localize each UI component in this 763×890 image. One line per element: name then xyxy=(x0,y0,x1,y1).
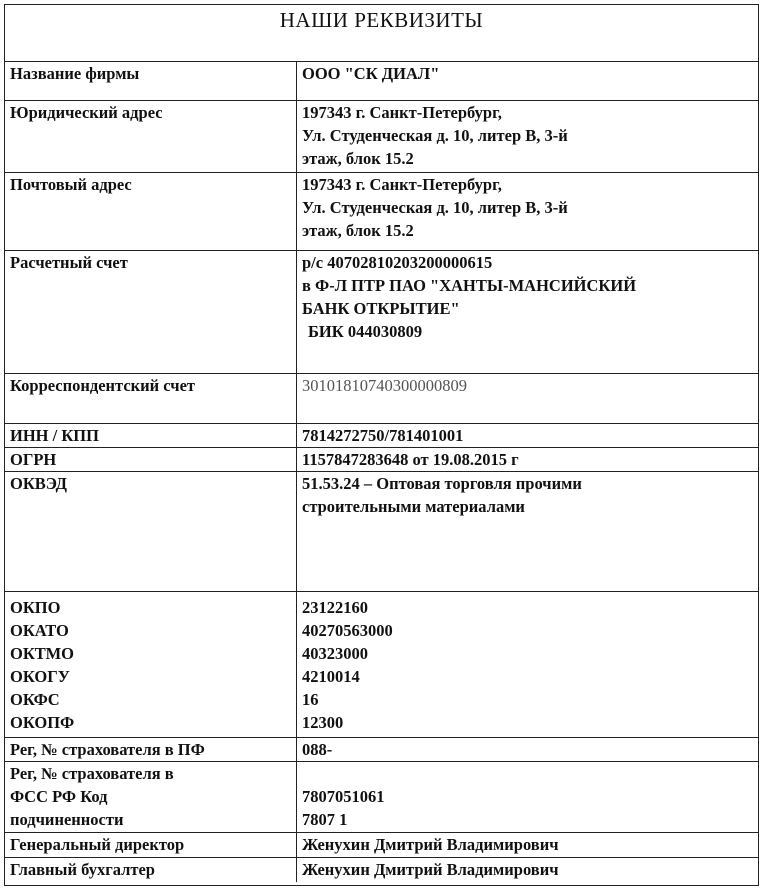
row-label: подчиненности xyxy=(10,809,124,829)
row-value: строительными материалами xyxy=(302,496,525,516)
row-value: 197343 г. Санкт-Петербург, xyxy=(302,102,502,122)
row-value: 30101810740300000809 xyxy=(302,375,467,395)
label-fss-insurer-number xyxy=(5,761,297,832)
row-value: ООО "СК ДИАЛ" xyxy=(302,64,440,83)
row-label: Рег, № страхователя в ПФ xyxy=(10,739,205,759)
row-label: Главный бухгалтер xyxy=(10,859,155,879)
value-settlement-account xyxy=(297,250,759,373)
row-label: Корреспондентский счет xyxy=(10,375,196,395)
label-pf-insurer-number xyxy=(5,737,297,761)
table-row-company-name xyxy=(5,62,758,100)
table-row-general-director xyxy=(5,832,758,857)
row-value: 197343 г. Санкт-Петербург, xyxy=(302,174,502,194)
value-classification-codes xyxy=(297,591,759,737)
row-value: Ул. Студенческая д. 10, литер В, 3-й xyxy=(302,125,568,145)
label-settlement-account xyxy=(5,250,297,373)
row-label: ИНН / КПП xyxy=(10,425,99,445)
row-value: 40323000 xyxy=(302,643,368,663)
label-postal-address xyxy=(5,172,297,250)
row-label: Название фирмы xyxy=(10,64,140,83)
row-label: ОКПО xyxy=(10,597,61,617)
row-value xyxy=(302,762,753,785)
table-row-pf-insurer-number xyxy=(5,737,758,761)
value-company-name xyxy=(297,62,759,100)
row-label: ОКОГУ xyxy=(10,666,70,686)
requisites-table xyxy=(5,62,758,882)
row-value: 7807 1 xyxy=(302,809,348,829)
row-value: 40270563000 xyxy=(302,620,393,640)
row-label: ОКТМО xyxy=(10,643,74,663)
label-classification-codes xyxy=(5,591,297,737)
value-inn-kpp xyxy=(297,423,759,447)
label-inn-kpp xyxy=(5,423,297,447)
label-okved xyxy=(5,471,297,591)
label-company-name xyxy=(5,62,297,100)
table-row-ogrn xyxy=(5,447,758,471)
row-label: ОКОПФ xyxy=(10,712,75,732)
row-label: Почтовый адрес xyxy=(10,174,132,194)
row-value: р/с 40702810203200000615 xyxy=(302,252,493,272)
label-chief-accountant xyxy=(5,857,297,882)
value-legal-address xyxy=(297,100,759,172)
row-value: Женухин Дмитрий Владимирович xyxy=(302,834,559,854)
table-row-classification-codes xyxy=(5,591,758,737)
requisites-sheet xyxy=(4,4,759,886)
table-row-settlement-account xyxy=(5,250,758,373)
row-label: Генеральный директор xyxy=(10,834,185,854)
row-label: ОКВЭД xyxy=(10,473,67,493)
page-title: НАШИ РЕКВИЗИТЫ xyxy=(5,5,758,62)
row-label: Юридический адрес xyxy=(10,102,163,122)
row-label: ОГРН xyxy=(10,449,57,469)
value-postal-address xyxy=(297,172,759,250)
label-correspondent-account xyxy=(5,373,297,423)
table-row-fss-insurer-number xyxy=(5,761,758,832)
table-row-legal-address xyxy=(5,100,758,172)
table-row-okved xyxy=(5,471,758,591)
value-ogrn xyxy=(297,447,759,471)
row-value: 16 xyxy=(302,689,319,709)
value-fss-insurer-number xyxy=(297,761,759,832)
value-okved xyxy=(297,471,759,591)
row-value: БАНК ОТКРЫТИЕ" xyxy=(302,298,460,318)
table-row-inn-kpp xyxy=(5,423,758,447)
row-value: Ул. Студенческая д. 10, литер В, 3-й xyxy=(302,197,568,217)
row-value: 088- xyxy=(302,739,333,759)
table-row-chief-accountant xyxy=(5,857,758,882)
row-label: ФСС РФ Код xyxy=(10,786,108,806)
row-label: ОКФС xyxy=(10,689,60,709)
row-value: БИК 044030809 xyxy=(308,321,423,341)
table-row-correspondent-account xyxy=(5,373,758,423)
row-value: этаж, блок 15.2 xyxy=(302,148,414,168)
row-value: 4210014 xyxy=(302,666,360,686)
row-label: Расчетный счет xyxy=(10,252,128,272)
row-value: 51.53.24 – Оптовая торговля прочими xyxy=(302,473,582,493)
label-ogrn xyxy=(5,447,297,471)
label-legal-address xyxy=(5,100,297,172)
row-value: 12300 xyxy=(302,712,344,732)
row-label: ОКАТО xyxy=(10,620,69,640)
value-chief-accountant xyxy=(297,857,759,882)
row-value: этаж, блок 15.2 xyxy=(302,220,414,240)
row-label: Рег, № страхователя в xyxy=(10,763,174,783)
label-general-director xyxy=(5,832,297,857)
value-pf-insurer-number xyxy=(297,737,759,761)
row-value: 7807051061 xyxy=(302,786,385,806)
row-value: 23122160 xyxy=(302,597,368,617)
row-value: 7814272750/781401001 xyxy=(302,425,464,445)
value-correspondent-account xyxy=(297,373,759,423)
row-value: 1157847283648 от 19.08.2015 г xyxy=(302,449,519,469)
row-value: Женухин Дмитрий Владимирович xyxy=(302,859,559,879)
value-general-director xyxy=(297,832,759,857)
row-value: в Ф-Л ПТР ПАО "ХАНТЫ-МАНСИЙСКИЙ xyxy=(302,275,637,295)
table-row-postal-address xyxy=(5,172,758,250)
